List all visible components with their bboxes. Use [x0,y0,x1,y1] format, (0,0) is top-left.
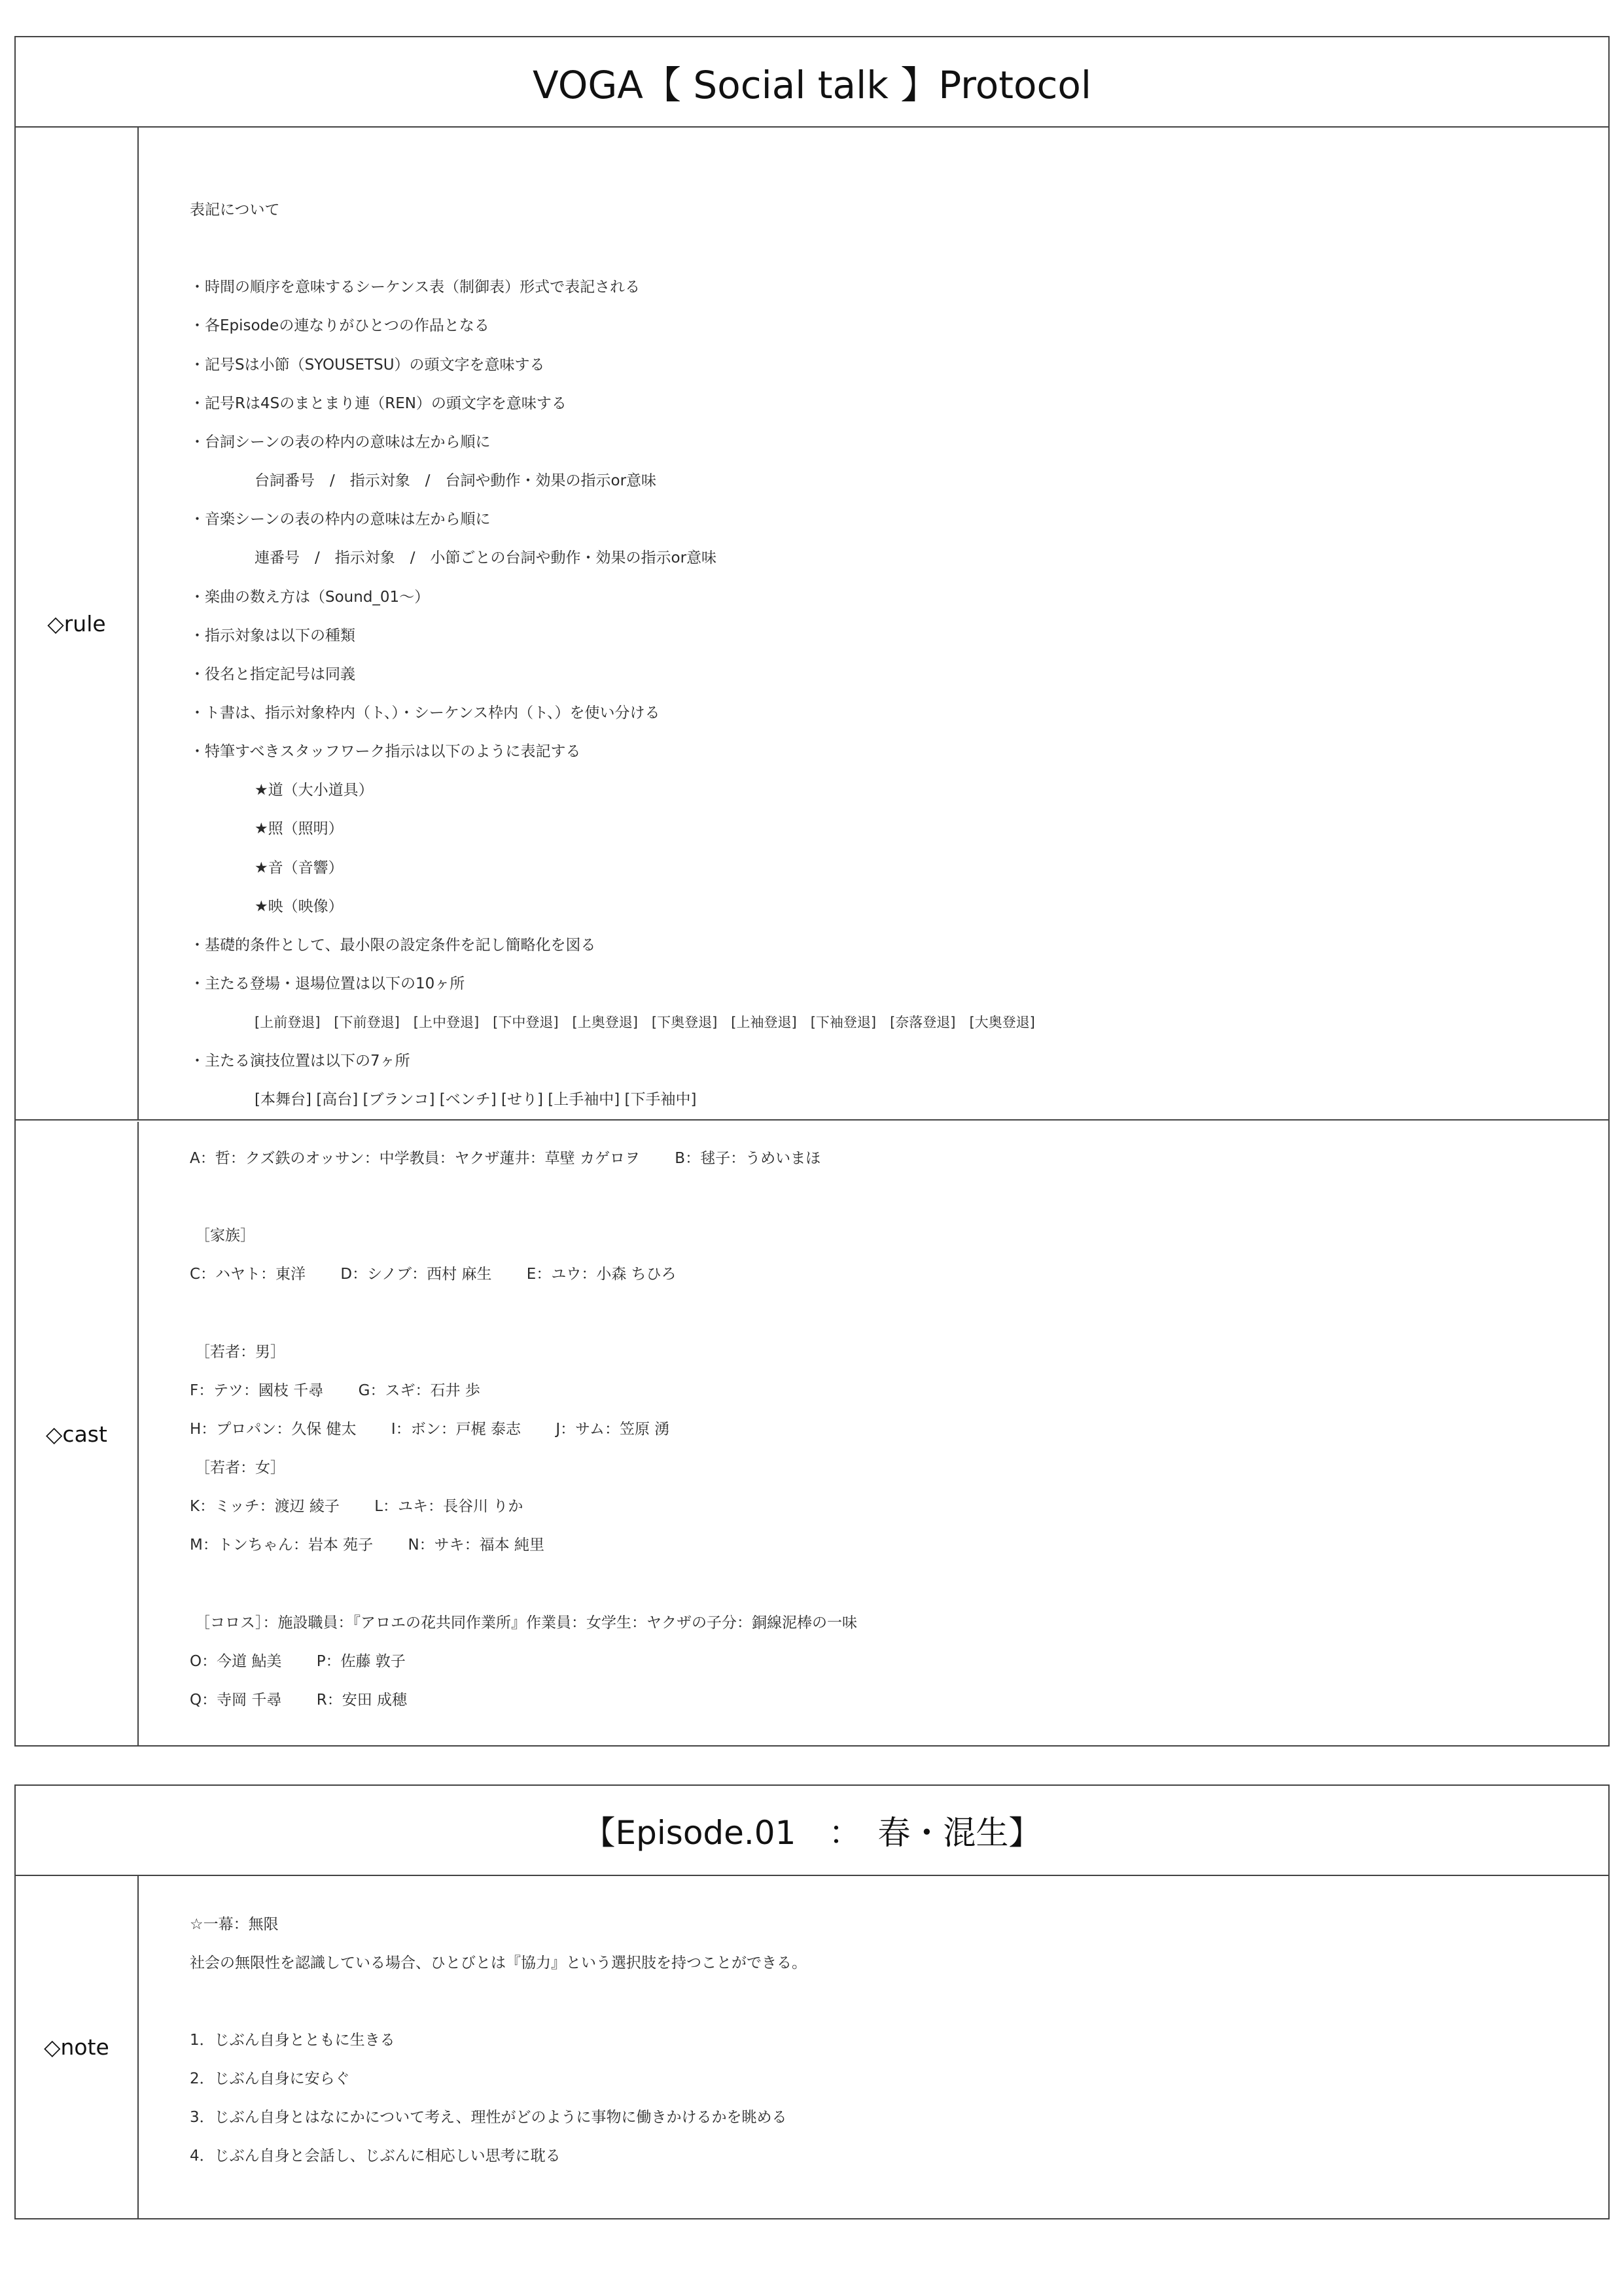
cast-line: K：ミッチ：渡辺 綾子 L：ユキ：長谷川 りか [190,1498,523,1515]
rule-line: ・楽曲の数え方は（Sound_01〜） [190,589,430,606]
cast-line: C：ハヤト：東洋 D：シノブ：西村 麻生 E：ユウ：小森 ちひろ [190,1266,677,1283]
rule-label: ◇rule [16,128,139,1119]
cast-label: ◇cast [16,1122,139,1747]
note-row [16,1876,1608,2218]
rule-line: ・指示対象は以下の種類 [190,627,355,644]
note-line: 1．じぶん自身とともに生きる [190,2032,395,2049]
rule-line: 表記について [190,201,280,218]
rule-line: ・ト書は、指示対象枠内（ト、）・シーケンス枠内（ト、）を使い分ける [190,704,660,722]
cast-content [140,1122,1608,1747]
rule-line: ★映（映像） [255,898,344,915]
note-content [140,1876,1608,2218]
cast-line: ［若者：女］ [195,1459,285,1476]
rule-content [140,128,1608,1119]
cast-line: M：トンちゃん：岩本 苑子 N：サキ：福本 純里 [190,1537,544,1554]
cast-line: ［若者：男］ [195,1344,285,1361]
document-title: VOGA【 Social talk 】Protocol [533,63,1091,107]
rule-line: ・時間の順序を意味するシーケンス表（制御表）形式で表記される [190,279,641,296]
rule-line: ・音楽シーンの表の枠内の意味は左から順に [190,511,491,528]
rule-line: ・主たる登場・退場位置は以下の10ヶ所 [190,975,465,992]
rule-line: [上前登退] [下前登退] [上中登退] [下中登退] [上奥登退] [下奥登退] [上袖登退] [下袖登退] [奈落登退] [大奥登退] [255,1015,1035,1030]
cast-line: ［コロス］：施設職員：『アロエの花共同作業所』作業員：女学生：ヤクザの子分：銅線泥棒の一味 [195,1614,857,1631]
rule-line: ・台詞シーンの表の枠内の意味は左から順に [190,434,491,451]
rule-line: ★照（照明） [255,820,344,837]
cast-line: A：哲：クズ鉄のオッサン：中学教員：ヤクザ蓮井：草壁 カゲロヲ B：毬子：うめいまほ [190,1150,821,1167]
note-line: 4．じぶん自身と会話し、じぶんに相応しい思考に耽る [190,2148,561,2165]
rule-line: ★音（音響） [255,860,344,877]
rule-line: ・特筆すべきスタッフワーク指示は以下のように表記する [190,743,581,760]
cast-line: Q：寺岡 千尋 R：安田 成穂 [190,1692,408,1709]
note-line: 2．じぶん自身に安らぐ [190,2070,350,2087]
cast-line: O：今道 鮎美 P：佐藤 敦子 [190,1653,406,1670]
rule-line: ・役名と指定記号は同義 [190,666,355,683]
protocol-table [14,36,1610,1747]
cast-line: H：プロパン：久保 健太 I：ボン：戸梶 泰志 J：サム：笠原 湧 [190,1421,670,1438]
note-line: 3．じぶん自身とはなにかについて考え、理性がどのように事物に働きかけるかを眺める [190,2109,787,2126]
cast-row [16,1122,1608,1747]
rule-line: ・記号Sは小節（SYOUSETSU）の頭文字を意味する [190,357,545,374]
note-label: ◇note [16,1876,139,2218]
rule-line: 連番号 / 指示対象 / 小節ごとの台詞や動作・効果の指示or意味 [255,549,717,566]
rule-line: ・記号Rは4Sのまとまり連（REN）の頭文字を意味する [190,395,567,412]
note-line: 社会の無限性を認識している場合、ひとびとは『協力』という選択肢を持つことができる。 [190,1955,807,1972]
rule-line: [本舞台] [高台] [ブランコ] [ベンチ] [せり] [上手袖中] [下手袖中] [255,1091,697,1108]
cast-line: ［家族］ [195,1227,255,1244]
rule-line: ・各Episodeの連なりがひとつの作品となる [190,317,489,334]
rule-line: ・基礎的条件として、最小限の設定条件を記し簡略化を図る [190,937,596,954]
episode-title: 【Episode.01 ： 春・混生】 [582,1814,1042,1852]
note-line: ☆一幕：無限 [190,1916,279,1933]
episode-title-row [16,1786,1608,1876]
rule-line: ・主たる演技位置は以下の7ヶ所 [190,1052,410,1070]
cast-line: F：テツ：國枝 千尋 G：スギ：石井 歩 [190,1382,480,1399]
rule-line: 台詞番号 / 指示対象 / 台詞や動作・効果の指示or意味 [255,472,657,489]
rule-line: ★道（大小道具） [255,782,374,799]
rule-row [16,128,1608,1121]
episode-table [14,1784,1610,2219]
title-row [16,37,1608,128]
